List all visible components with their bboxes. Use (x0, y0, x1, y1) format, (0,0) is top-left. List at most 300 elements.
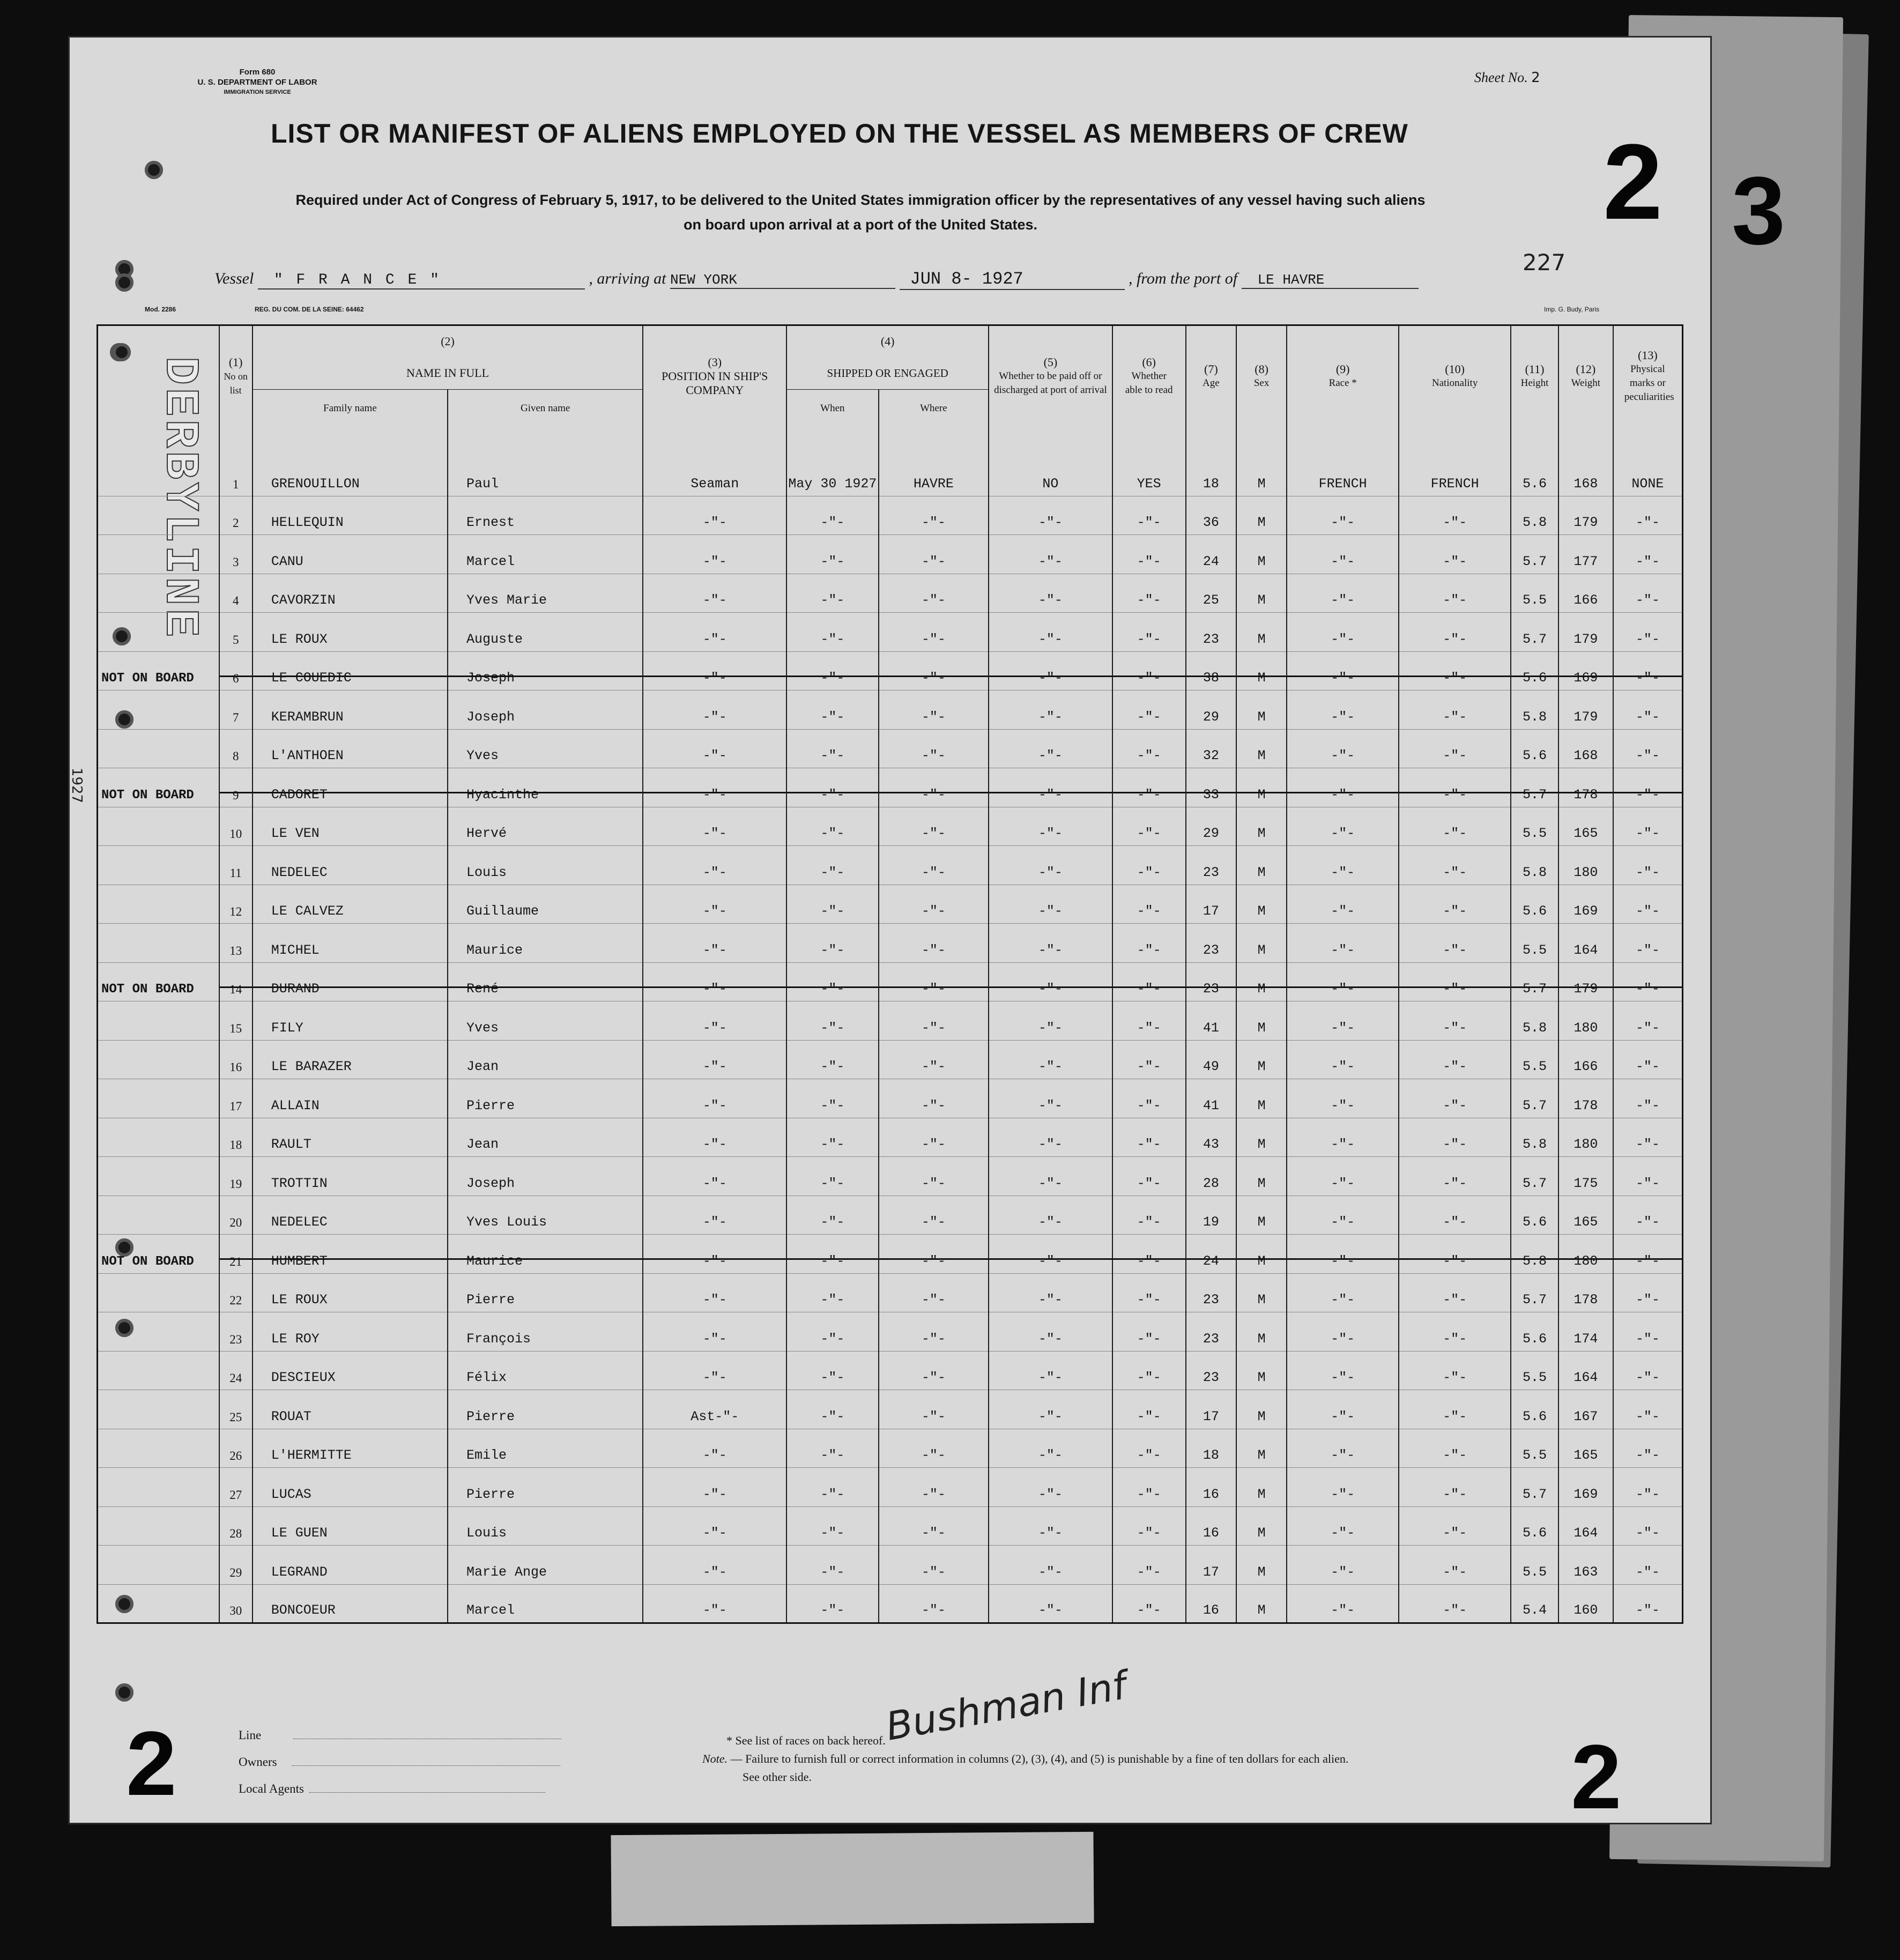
cell-given-name: Hervé (448, 807, 643, 846)
cell-row-number: 13 (219, 924, 253, 963)
cell-position: -"- (643, 1429, 786, 1468)
cell-physical-marks: -"- (1613, 1079, 1683, 1118)
col-family-name-label: Family name (253, 390, 448, 427)
cell-nationality: -"- (1399, 651, 1511, 691)
cell-position: -"- (643, 1118, 786, 1157)
table-row (98, 1196, 1683, 1235)
cell-shipped-when: -"- (786, 651, 878, 691)
cell-physical-marks: -"- (1613, 1273, 1683, 1312)
cell-age: 17 (1186, 885, 1236, 924)
cell-weight: 177 (1558, 535, 1613, 574)
cell-nationality: -"- (1399, 613, 1511, 652)
cell-shipped-where: -"- (879, 1429, 989, 1468)
cell-family-name: CAVORZIN (253, 574, 448, 613)
cell-shipped-where: -"- (879, 768, 989, 807)
cell-age: 23 (1186, 613, 1236, 652)
cell-nationality: -"- (1399, 846, 1511, 885)
cell-margin-note (98, 691, 219, 730)
cell-height: 5.8 (1511, 1235, 1558, 1274)
cell-family-name: LE ROUX (253, 1273, 448, 1312)
year-stamp: 1927 (69, 767, 85, 804)
cell-given-name: Marie Ange (448, 1546, 643, 1585)
cell-position: -"- (643, 1584, 786, 1623)
cell-nationality: -"- (1399, 1079, 1511, 1118)
cell-row-number: 23 (219, 1312, 253, 1352)
cell-given-name: Yves Louis (448, 1196, 643, 1235)
cell-given-name: François (448, 1312, 643, 1352)
cell-given-name: Auguste (448, 613, 643, 652)
cell-race: -"- (1287, 496, 1399, 535)
signature: Bushman Inf (882, 1662, 1130, 1749)
cell-family-name: LEGRAND (253, 1546, 448, 1585)
cell-height: 5.6 (1511, 729, 1558, 768)
cell-age: 32 (1186, 729, 1236, 768)
cell-physical-marks: -"- (1613, 1468, 1683, 1507)
cell-margin-note (98, 1040, 219, 1079)
cell-weight: 180 (1558, 1235, 1613, 1274)
cell-sex: M (1236, 535, 1287, 574)
table-row (98, 729, 1683, 768)
cell-paid-off: -"- (989, 962, 1112, 1001)
cell-family-name: LE BARAZER (253, 1040, 448, 1079)
cell-race: -"- (1287, 1351, 1399, 1390)
cell-nationality: -"- (1399, 574, 1511, 613)
cell-sex: M (1236, 613, 1287, 652)
cell-family-name: RAULT (253, 1118, 448, 1157)
bottom-left-number: 2 (126, 1713, 177, 1815)
cell-paid-off: -"- (989, 535, 1112, 574)
cell-paid-off: -"- (989, 1196, 1112, 1235)
cell-shipped-when: -"- (786, 1506, 878, 1546)
cell-nationality: -"- (1399, 1468, 1511, 1507)
cell-age: 36 (1186, 496, 1236, 535)
table-row (98, 1468, 1683, 1507)
cell-given-name: Paul (448, 457, 643, 496)
cell-race: -"- (1287, 1235, 1399, 1274)
cell-age: 29 (1186, 691, 1236, 730)
cell-weight: 179 (1558, 496, 1613, 535)
cell-weight: 180 (1558, 846, 1613, 885)
cell-shipped-where: -"- (879, 1351, 989, 1390)
cell-row-number: 17 (219, 1079, 253, 1118)
col-shipped-number: (4) (880, 335, 895, 348)
cell-sex: M (1236, 768, 1287, 807)
cell-row-number: 14 (219, 962, 253, 1001)
cell-given-name: Yves (448, 1001, 643, 1041)
cell-race: -"- (1287, 885, 1399, 924)
cell-shipped-where: -"- (879, 613, 989, 652)
cell-weight: 168 (1558, 729, 1613, 768)
cell-row-number: 8 (219, 729, 253, 768)
cell-family-name: TROTTIN (253, 1157, 448, 1196)
cell-given-name: Maurice (448, 1235, 643, 1274)
cell-position: -"- (643, 574, 786, 613)
cell-family-name: NEDELEC (253, 1196, 448, 1235)
table-row (98, 1546, 1683, 1585)
cell-margin-note (98, 1468, 219, 1507)
arriving-port: NEW YORK (670, 272, 895, 289)
cell-weight: 169 (1558, 885, 1613, 924)
cell-paid-off: -"- (989, 1312, 1112, 1352)
cell-position: -"- (643, 1040, 786, 1079)
cell-age: 25 (1186, 574, 1236, 613)
manifest-page (69, 38, 1710, 1828)
cell-paid-off: -"- (989, 1079, 1112, 1118)
cell-nationality: -"- (1399, 1546, 1511, 1585)
bottom-right-number: 2 (1571, 1726, 1622, 1828)
note-text: — Failure to furnish full or correct information in columns (2), (3), (4), and (5) is punishable by a fine of ten dollars for each alien. (730, 1752, 1349, 1765)
cell-physical-marks: -"- (1613, 496, 1683, 535)
cell-able-to-read: -"- (1112, 1506, 1186, 1546)
cell-physical-marks: -"- (1613, 1196, 1683, 1235)
table-row (98, 1273, 1683, 1312)
cell-race: -"- (1287, 924, 1399, 963)
cell-race: -"- (1287, 691, 1399, 730)
note-label: Note. (702, 1752, 728, 1765)
cell-margin-note (98, 535, 219, 574)
cell-nationality: -"- (1399, 768, 1511, 807)
printer-text: Imp. G. Budy, Paris (1544, 306, 1600, 313)
cell-height: 5.8 (1511, 1118, 1558, 1157)
cell-nationality: -"- (1399, 1506, 1511, 1546)
cell-row-number: 6 (219, 651, 253, 691)
cell-race: -"- (1287, 1079, 1399, 1118)
cell-able-to-read: -"- (1112, 1429, 1186, 1468)
cell-able-to-read: -"- (1112, 846, 1186, 885)
cell-sex: M (1236, 1235, 1287, 1274)
cell-nationality: -"- (1399, 1196, 1511, 1235)
cell-row-number: 16 (219, 1040, 253, 1079)
cell-shipped-where: -"- (879, 574, 989, 613)
cell-age: 43 (1186, 1118, 1236, 1157)
cell-physical-marks: -"- (1613, 1040, 1683, 1079)
table-row (98, 651, 1683, 691)
cell-sex: M (1236, 1390, 1287, 1429)
cell-family-name: LE VEN (253, 807, 448, 846)
cell-weight: 179 (1558, 613, 1613, 652)
cell-weight: 178 (1558, 768, 1613, 807)
col-age-header (1186, 325, 1236, 427)
cell-age: 23 (1186, 846, 1236, 885)
col-name-header (253, 325, 643, 358)
cell-able-to-read: -"- (1112, 1273, 1186, 1312)
cell-paid-off: -"- (989, 807, 1112, 846)
cell-shipped-when: -"- (786, 1157, 878, 1196)
cell-weight: 165 (1558, 807, 1613, 846)
col-shipped-header (786, 325, 989, 358)
col-read-label: Whether able to read (1125, 370, 1173, 396)
cell-row-number: 20 (219, 1196, 253, 1235)
cell-physical-marks: NONE (1613, 457, 1683, 496)
cell-weight: 169 (1558, 651, 1613, 691)
cell-shipped-when: -"- (786, 729, 878, 768)
punch-hole (115, 1683, 133, 1702)
cell-race: -"- (1287, 535, 1399, 574)
cell-paid-off: NO (989, 457, 1112, 496)
cell-height: 5.5 (1511, 574, 1558, 613)
registry-text: REG. DU COM. DE LA SEINE: 64462 (255, 306, 364, 313)
col-sex-header (1236, 325, 1287, 427)
cell-given-name: Joseph (448, 1157, 643, 1196)
cell-position: -"- (643, 535, 786, 574)
owners-field (239, 1749, 561, 1776)
cell-position: -"- (643, 1546, 786, 1585)
cell-weight: 180 (1558, 1118, 1613, 1157)
cell-height: 5.8 (1511, 691, 1558, 730)
cell-family-name: LUCAS (253, 1468, 448, 1507)
cell-given-name: Marcel (448, 535, 643, 574)
cell-able-to-read: -"- (1112, 807, 1186, 846)
cell-given-name: Pierre (448, 1273, 643, 1312)
col-paid-label: Whether to be paid off or discharged at port of arrival (994, 370, 1107, 396)
col-marks-header (1613, 325, 1683, 427)
cell-given-name: Pierre (448, 1468, 643, 1507)
cell-height: 5.7 (1511, 962, 1558, 1001)
cell-shipped-when: -"- (786, 535, 878, 574)
cell-given-name: Emile (448, 1429, 643, 1468)
cell-sex: M (1236, 1468, 1287, 1507)
cell-shipped-when: -"- (786, 962, 878, 1001)
cell-able-to-read: -"- (1112, 885, 1186, 924)
cell-height: 5.8 (1511, 496, 1558, 535)
cell-able-to-read: -"- (1112, 1546, 1186, 1585)
cell-weight: 179 (1558, 691, 1613, 730)
cell-nationality: -"- (1399, 1429, 1511, 1468)
cell-position: -"- (643, 1506, 786, 1546)
table-row (98, 962, 1683, 1001)
cell-nationality: -"- (1399, 962, 1511, 1001)
cell-shipped-where: -"- (879, 924, 989, 963)
cell-physical-marks: -"- (1613, 768, 1683, 807)
cell-race: -"- (1287, 1390, 1399, 1429)
cell-shipped-where: -"- (879, 496, 989, 535)
arriving-label: , arriving at (589, 270, 666, 287)
cell-row-number: 21 (219, 1235, 253, 1274)
cell-position: -"- (643, 1351, 786, 1390)
cell-race: -"- (1287, 1040, 1399, 1079)
cell-nationality: -"- (1399, 1312, 1511, 1352)
cell-shipped-where: -"- (879, 1196, 989, 1235)
cell-weight: 164 (1558, 924, 1613, 963)
cell-margin-note (98, 924, 219, 963)
cell-row-number: 7 (219, 691, 253, 730)
cell-shipped-where: HAVRE (879, 457, 989, 496)
cell-race: FRENCH (1287, 457, 1399, 496)
cell-shipped-when: -"- (786, 1468, 878, 1507)
owners-label: Owners (239, 1755, 277, 1769)
cell-margin-note (98, 1001, 219, 1041)
cell-shipped-when: -"- (786, 1273, 878, 1312)
cell-paid-off: -"- (989, 1351, 1112, 1390)
cell-nationality: -"- (1399, 1351, 1511, 1390)
cell-family-name: CANU (253, 535, 448, 574)
cell-able-to-read: -"- (1112, 1040, 1186, 1079)
page-title: LIST OR MANIFEST OF ALIENS EMPLOYED ON THE VESSEL AS MEMBERS OF CREW (271, 118, 1408, 149)
cell-able-to-read: -"- (1112, 613, 1186, 652)
cell-physical-marks: -"- (1613, 1429, 1683, 1468)
cell-row-number: 22 (219, 1273, 253, 1312)
cell-margin-note: NOT ON BOARD (98, 651, 219, 691)
cell-paid-off: -"- (989, 613, 1112, 652)
cell-sex: M (1236, 691, 1287, 730)
cell-shipped-when: -"- (786, 807, 878, 846)
cell-given-name: Guillaume (448, 885, 643, 924)
table-row (98, 1157, 1683, 1196)
cell-margin-note: NOT ON BOARD (98, 962, 219, 1001)
cell-shipped-where: -"- (879, 1235, 989, 1274)
table-row (98, 1001, 1683, 1041)
cell-margin-note (98, 729, 219, 768)
table-row (98, 768, 1683, 807)
cell-shipped-when: -"- (786, 1040, 878, 1079)
cell-physical-marks: -"- (1613, 1506, 1683, 1546)
cell-age: 16 (1186, 1584, 1236, 1623)
cell-height: 5.6 (1511, 1390, 1558, 1429)
cell-nationality: -"- (1399, 1001, 1511, 1041)
cell-paid-off: -"- (989, 1429, 1112, 1468)
cell-family-name: MICHEL (253, 924, 448, 963)
cell-race: -"- (1287, 1506, 1399, 1546)
cell-weight: 164 (1558, 1351, 1613, 1390)
cell-age: 16 (1186, 1506, 1236, 1546)
cell-able-to-read: -"- (1112, 768, 1186, 807)
cell-weight: 165 (1558, 1196, 1613, 1235)
cell-shipped-when: -"- (786, 1390, 878, 1429)
mod-text: Mod. 2286 (145, 306, 176, 313)
cell-family-name: FILY (253, 1001, 448, 1041)
cell-height: 5.6 (1511, 1312, 1558, 1352)
cell-height: 5.7 (1511, 768, 1558, 807)
col-nationality-header (1399, 325, 1511, 427)
cell-sex: M (1236, 885, 1287, 924)
cell-age: 49 (1186, 1040, 1236, 1079)
from-port: LE HAVRE (1242, 272, 1419, 289)
cell-able-to-read: -"- (1112, 1584, 1186, 1623)
cell-race: -"- (1287, 962, 1399, 1001)
cell-height: 5.6 (1511, 1196, 1558, 1235)
cell-age: 23 (1186, 924, 1236, 963)
sheet-label: Sheet No. (1474, 70, 1528, 85)
cell-age: 17 (1186, 1546, 1236, 1585)
cell-sex: M (1236, 962, 1287, 1001)
cell-position: -"- (643, 807, 786, 846)
cell-able-to-read: -"- (1112, 651, 1186, 691)
cell-family-name: DESCIEUX (253, 1351, 448, 1390)
cell-height: 5.7 (1511, 1079, 1558, 1118)
cell-family-name: L'ANTHOEN (253, 729, 448, 768)
crew-table-body (98, 457, 1683, 1623)
cell-sex: M (1236, 496, 1287, 535)
col-paid-header (989, 325, 1112, 427)
cell-given-name: Jean (448, 1040, 643, 1079)
see-other-side: See other side. (743, 1770, 812, 1784)
cell-shipped-where: -"- (879, 1273, 989, 1312)
cell-nationality: -"- (1399, 496, 1511, 535)
cell-shipped-where: -"- (879, 807, 989, 846)
cell-margin-note (98, 1079, 219, 1118)
col-no-number: (1) (228, 355, 243, 369)
cell-height: 5.7 (1511, 1157, 1558, 1196)
col-race-label: Race * (1328, 377, 1357, 389)
cell-given-name: Yves (448, 729, 643, 768)
cell-shipped-where: -"- (879, 691, 989, 730)
cell-height: 5.8 (1511, 846, 1558, 885)
cell-paid-off: -"- (989, 691, 1112, 730)
cell-given-name: Maurice (448, 924, 643, 963)
cell-physical-marks: -"- (1613, 1584, 1683, 1623)
cell-shipped-where: -"- (879, 1118, 989, 1157)
cell-row-number: 5 (219, 613, 253, 652)
cell-shipped-when: -"- (786, 768, 878, 807)
cell-margin-note (98, 1390, 219, 1429)
cell-nationality: -"- (1399, 1273, 1511, 1312)
cell-nationality: -"- (1399, 1390, 1511, 1429)
cell-weight: 166 (1558, 1040, 1613, 1079)
table-row (98, 1079, 1683, 1118)
cell-race: -"- (1287, 1312, 1399, 1352)
cell-shipped-when: -"- (786, 613, 878, 652)
sheet-value: 2 (1531, 70, 1540, 86)
col-name-label: NAME IN FULL (253, 358, 643, 390)
cell-paid-off: -"- (989, 1584, 1112, 1623)
cell-position: -"- (643, 613, 786, 652)
cell-family-name: LE GUEN (253, 1506, 448, 1546)
cell-age: 18 (1186, 1429, 1236, 1468)
cell-race: -"- (1287, 729, 1399, 768)
cell-position: -"- (643, 1273, 786, 1312)
cell-position: -"- (643, 1468, 786, 1507)
cell-able-to-read: -"- (1112, 1001, 1186, 1041)
cell-family-name: LE ROY (253, 1312, 448, 1352)
col-position-header (643, 325, 786, 427)
cell-paid-off: -"- (989, 885, 1112, 924)
agents-field (239, 1776, 561, 1802)
cell-row-number: 2 (219, 496, 253, 535)
cell-shipped-where: -"- (879, 1157, 989, 1196)
cell-weight: 178 (1558, 1079, 1613, 1118)
col-nationality-label: Nationality (1431, 377, 1478, 389)
punch-hole (145, 161, 163, 179)
races-note: * See list of races on back hereof. (726, 1734, 886, 1747)
cell-shipped-where: -"- (879, 1040, 989, 1079)
cell-nationality: -"- (1399, 729, 1511, 768)
cell-able-to-read: YES (1112, 457, 1186, 496)
cell-margin-note (98, 885, 219, 924)
cell-margin-note (98, 846, 219, 885)
cell-position: -"- (643, 1001, 786, 1041)
cell-row-number: 28 (219, 1506, 253, 1546)
cell-weight: 168 (1558, 457, 1613, 496)
cell-height: 5.6 (1511, 457, 1558, 496)
cell-row-number: 24 (219, 1351, 253, 1390)
table-row (98, 1429, 1683, 1468)
cell-given-name: Ernest (448, 496, 643, 535)
cell-shipped-when: -"- (786, 1429, 878, 1468)
cell-able-to-read: -"- (1112, 1351, 1186, 1390)
cell-physical-marks: -"- (1613, 729, 1683, 768)
cell-height: 5.8 (1511, 1001, 1558, 1041)
col-race-number: (9) (1335, 362, 1350, 376)
cell-family-name: DURAND (253, 962, 448, 1001)
cell-able-to-read: -"- (1112, 1079, 1186, 1118)
cell-able-to-read: -"- (1112, 496, 1186, 535)
cell-age: 23 (1186, 1312, 1236, 1352)
cell-age: 33 (1186, 768, 1236, 807)
cell-able-to-read: -"- (1112, 962, 1186, 1001)
table-row (98, 1235, 1683, 1274)
col-sex-number: (8) (1255, 362, 1268, 376)
table-row (98, 457, 1683, 496)
